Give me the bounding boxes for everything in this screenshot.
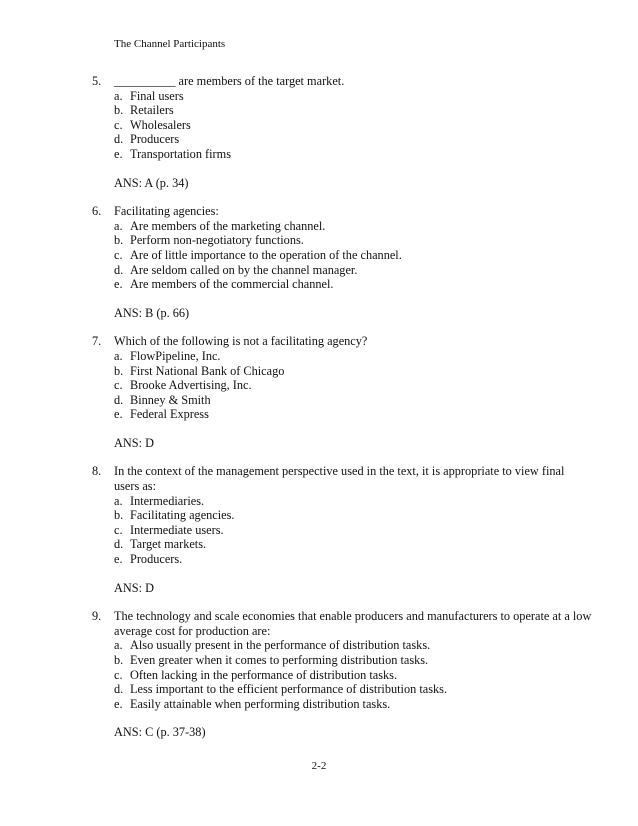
- option-e: [114, 552, 592, 567]
- option-text: Also usually present in the performance of distribution tasks.: [130, 638, 431, 653]
- option-text: Producers: [130, 132, 180, 147]
- option-letter: a.: [114, 348, 123, 363]
- option-text: Are of little importance to the operation of the channel.: [130, 247, 402, 262]
- option-letter: b.: [114, 103, 124, 118]
- option-letter: e.: [114, 407, 123, 422]
- option-e: [114, 277, 592, 292]
- option-text: Target markets.: [130, 537, 207, 552]
- option-letter: c.: [114, 522, 123, 537]
- option-c: [114, 118, 592, 133]
- option-a: [114, 349, 592, 364]
- question-stem: [92, 464, 592, 493]
- question-text: The technology and scale economies that enable producers and manufacturers to operate at a low average cost for production are:: [114, 609, 592, 638]
- option-b: [114, 653, 592, 668]
- option-letter: d.: [114, 132, 124, 147]
- option-text: Less important to the efficient performance of distribution tasks.: [130, 682, 448, 697]
- option-letter: d.: [114, 537, 124, 552]
- page-header: The Channel Participants: [114, 38, 226, 50]
- option-c: [114, 248, 592, 263]
- option-text: First National Bank of Chicago: [130, 363, 285, 378]
- option-text: Producers.: [130, 552, 183, 567]
- option-letter: b.: [114, 233, 124, 248]
- option-text: Perform non-negotiatory functions.: [130, 233, 304, 248]
- option-a: [114, 219, 592, 234]
- option-text: Intermediate users.: [130, 522, 224, 537]
- option-letter: a.: [114, 88, 123, 103]
- question-stem: [92, 74, 592, 89]
- option-list: [92, 494, 592, 567]
- option-text: Easily attainable when performing distribution tasks.: [130, 696, 391, 711]
- option-text: Retailers: [130, 103, 174, 118]
- question-text: Which of the following is not a facilitating agency?: [114, 334, 368, 349]
- option-text: Are seldom called on by the channel manager.: [130, 262, 358, 277]
- answer-line: ANS: D: [114, 435, 154, 450]
- option-letter: e.: [114, 696, 123, 711]
- answer-line: ANS: A (p. 34): [114, 175, 189, 190]
- option-text: Even greater when it comes to performing distribution tasks.: [130, 653, 429, 667]
- answer-line: ANS: D: [114, 580, 154, 595]
- option-text: Final users: [130, 88, 184, 103]
- option-d: [114, 537, 592, 552]
- option-text: Are members of the marketing channel.: [130, 218, 326, 233]
- option-b: [114, 364, 592, 379]
- option-letter: c.: [114, 247, 123, 262]
- page-number: 2-2: [311, 760, 327, 772]
- option-list: [92, 89, 592, 162]
- option-d: [114, 132, 592, 147]
- question-number: 8.: [92, 464, 102, 479]
- option-text: Brooke Advertising, Inc.: [130, 378, 252, 393]
- question-text: __________ are members of the target market.: [114, 74, 345, 88]
- question-9: [92, 609, 592, 740]
- option-d: [114, 393, 592, 408]
- option-letter: e.: [114, 277, 123, 292]
- option-letter: a.: [114, 638, 123, 653]
- option-e: [114, 147, 592, 162]
- question-7: [92, 334, 592, 450]
- question-8: [92, 464, 592, 595]
- option-d: [114, 263, 592, 278]
- question-list: [92, 74, 592, 754]
- option-e: [114, 407, 592, 422]
- option-a: [114, 89, 592, 104]
- question-text: In the context of the management perspective used in the text, it is appropriate to view final users as:: [114, 464, 565, 494]
- question-text: Facilitating agencies:: [114, 204, 219, 219]
- question-number: 9.: [92, 609, 102, 624]
- option-list: [92, 219, 592, 292]
- option-letter: d.: [114, 262, 124, 277]
- option-letter: e.: [114, 146, 123, 161]
- option-letter: d.: [114, 682, 124, 697]
- option-list: [92, 638, 592, 711]
- question-6: [92, 204, 592, 320]
- option-text: FlowPipeline, Inc.: [130, 348, 221, 363]
- question-number: 7.: [92, 334, 102, 349]
- answer-line: ANS: B (p. 66): [114, 305, 190, 320]
- option-a: [114, 638, 592, 653]
- option-text: Are members of the commercial channel.: [130, 277, 334, 292]
- option-list: [92, 349, 592, 422]
- option-letter: c.: [114, 667, 123, 682]
- option-text: Binney & Smith: [130, 392, 211, 407]
- option-a: [114, 494, 592, 509]
- option-letter: b.: [114, 508, 124, 523]
- option-letter: b.: [114, 653, 124, 667]
- option-text: Often lacking in the performance of distribution tasks.: [130, 667, 398, 682]
- option-text: Facilitating agencies.: [130, 508, 235, 523]
- option-letter: a.: [114, 493, 123, 508]
- option-text: Intermediaries.: [130, 493, 205, 508]
- option-e: [114, 697, 592, 712]
- question-5: [92, 74, 592, 190]
- option-b: [114, 233, 592, 248]
- option-text: Wholesalers: [130, 117, 191, 132]
- question-number: 5.: [92, 74, 102, 88]
- option-b: [114, 103, 592, 118]
- option-text: Federal Express: [130, 407, 209, 422]
- option-d: [114, 682, 592, 697]
- option-letter: a.: [114, 218, 123, 233]
- question-number: 6.: [92, 204, 102, 219]
- question-stem: [92, 609, 592, 638]
- option-c: [114, 668, 592, 683]
- option-letter: d.: [114, 392, 124, 407]
- option-letter: c.: [114, 117, 123, 132]
- question-stem: [92, 334, 592, 349]
- option-text: Transportation firms: [130, 146, 231, 161]
- option-c: [114, 523, 592, 538]
- option-b: [114, 508, 592, 523]
- question-stem: [92, 204, 592, 219]
- option-letter: c.: [114, 378, 123, 393]
- option-letter: e.: [114, 552, 123, 567]
- option-c: [114, 378, 592, 393]
- answer-line: ANS: C (p. 37-38): [114, 725, 206, 740]
- option-letter: b.: [114, 363, 124, 378]
